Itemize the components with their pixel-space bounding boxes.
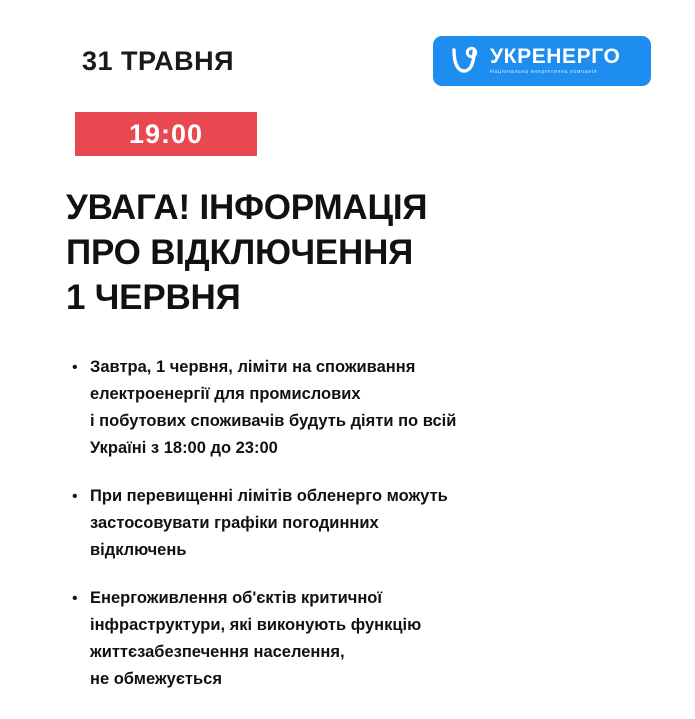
- bullet-line: не обмежується: [90, 669, 222, 688]
- headline-line: УВАГА! ІНФОРМАЦІЯ: [66, 188, 428, 227]
- bullet-line: Завтра, 1 червня, ліміти на споживання: [90, 358, 416, 377]
- bullet-line: застосовувати графіки погодинних: [90, 513, 379, 532]
- headline-line: 1 ЧЕРВНЯ: [66, 277, 241, 317]
- ukrenergo-logo: [433, 36, 651, 86]
- headline-line: ПРО ВІДКЛЮЧЕННЯ: [66, 232, 414, 272]
- logo-title: УКРЕНЕРГО: [490, 45, 621, 69]
- logo-tagline: Національна енергетична компанія: [490, 69, 598, 76]
- header: [44, 36, 651, 98]
- bullet-line: Енергоживлення об'єктів критичної: [90, 589, 383, 608]
- list-item: [72, 354, 592, 461]
- bullet-marker: •: [72, 359, 78, 377]
- list-item: [72, 585, 592, 692]
- bullet-text: [90, 354, 456, 461]
- bullet-line: електроенергії для промислових: [90, 385, 361, 404]
- bullet-marker: •: [72, 590, 78, 608]
- bullet-line: інфраструктури, які виконують функцію: [90, 616, 422, 635]
- bullet-marker: •: [72, 488, 78, 506]
- date-label: 31 ТРАВНЯ: [82, 46, 235, 76]
- ukrenergo-logo-icon: [447, 44, 481, 78]
- bullet-text: [90, 585, 421, 692]
- bullet-text: [90, 483, 448, 563]
- bullet-line: і побутових споживачів будуть діяти по всій: [90, 411, 457, 430]
- time-badge: [75, 112, 257, 156]
- bullet-line: життєзабезпечення населення,: [90, 642, 345, 661]
- page-title: [66, 186, 626, 320]
- bullet-line: відключень: [90, 540, 187, 559]
- bullet-line: При перевищенні лімітів обленерго можуть: [90, 487, 448, 506]
- bullet-list: [72, 354, 592, 692]
- list-item: [72, 483, 592, 563]
- time-badge-label: 19:00: [128, 118, 204, 149]
- bullet-line: Україні з 18:00 до 23:00: [90, 438, 278, 457]
